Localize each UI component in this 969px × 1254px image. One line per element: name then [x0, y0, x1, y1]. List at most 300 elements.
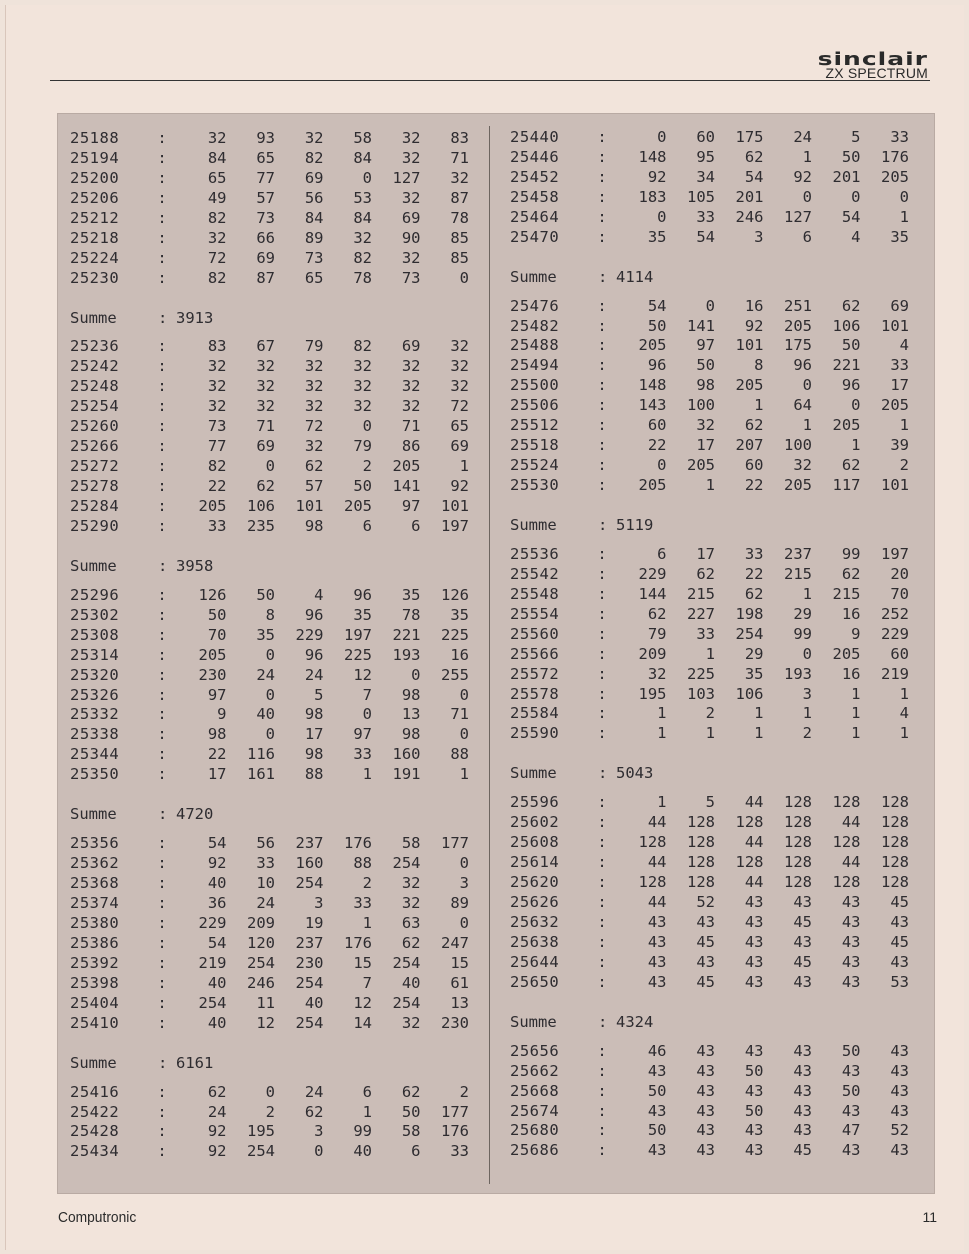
byte-value: 32: [401, 874, 421, 893]
row-separator: :: [157, 248, 167, 267]
byte-value: 56: [304, 188, 324, 207]
byte-value: 63: [401, 913, 421, 932]
byte-value: 5: [705, 793, 715, 812]
row-address: 25404: [70, 993, 120, 1012]
row-separator: :: [157, 953, 167, 972]
byte-value: 43: [793, 1061, 812, 1080]
byte-value: 20: [890, 564, 909, 583]
byte-value: 32: [353, 397, 372, 416]
byte-value: 177: [441, 1102, 469, 1121]
row-address: 25266: [70, 437, 120, 456]
byte-value: 44: [744, 873, 764, 892]
row-address: 25536: [510, 544, 560, 563]
byte-value: 33: [890, 356, 909, 375]
byte-value: 0: [459, 854, 469, 873]
byte-value: 126: [198, 585, 227, 604]
listing-row: [510, 1140, 909, 1160]
byte-value: 65: [207, 168, 227, 187]
listing-row: [510, 147, 909, 167]
byte-value: 1: [802, 147, 812, 166]
listing-row: [510, 127, 909, 147]
byte-value: 82: [207, 457, 227, 476]
byte-value: 254: [198, 993, 227, 1012]
checksum-value: 3913: [176, 308, 214, 327]
byte-value: 2: [899, 456, 909, 475]
byte-value: 40: [304, 993, 324, 1012]
byte-value: 54: [696, 227, 715, 246]
byte-value: 128: [735, 853, 764, 872]
byte-value: 205: [687, 456, 715, 475]
listing-row: [70, 893, 469, 913]
listing-row: [70, 516, 469, 536]
checksum-label: Summe: [70, 308, 117, 327]
byte-value: 89: [450, 894, 469, 913]
byte-value: 44: [841, 813, 861, 832]
byte-value: 237: [295, 933, 324, 952]
row-separator: :: [157, 1142, 167, 1161]
listing-row: [510, 375, 909, 395]
listing-row: [510, 1121, 909, 1141]
byte-value: 71: [450, 705, 469, 724]
byte-value: 33: [696, 624, 715, 643]
checksum-label: Summe: [70, 805, 117, 824]
byte-value: 73: [256, 208, 275, 227]
byte-value: 32: [401, 1013, 421, 1032]
listing-row: [510, 187, 909, 207]
listing-row: [510, 1101, 909, 1121]
listing-row: [70, 724, 469, 744]
listing-row: [70, 1013, 469, 1033]
row-separator: :: [597, 476, 607, 495]
byte-value: 43: [890, 952, 909, 971]
row-address: 25254: [70, 397, 120, 416]
byte-value: 148: [638, 376, 667, 395]
row-separator: :: [157, 625, 167, 644]
byte-value: 88: [450, 745, 469, 764]
byte-value: 43: [841, 972, 861, 991]
listing-row: [70, 685, 469, 705]
byte-value: 100: [784, 436, 812, 455]
byte-value: 89: [304, 228, 324, 247]
byte-value: 43: [647, 1101, 667, 1120]
byte-value: 1: [851, 704, 861, 723]
listing-row: [510, 415, 909, 435]
row-separator: :: [597, 227, 607, 246]
row-address: 25686: [510, 1141, 560, 1160]
byte-value: 33: [353, 745, 372, 764]
byte-value: 141: [392, 477, 421, 496]
byte-value: 11: [256, 993, 275, 1012]
byte-value: 43: [841, 1061, 861, 1080]
row-separator: :: [597, 544, 607, 563]
byte-value: 19: [304, 913, 324, 932]
byte-value: 96: [304, 645, 324, 664]
brand-wordmark: sinclair: [817, 48, 928, 70]
byte-value: 62: [401, 933, 421, 952]
byte-value: 71: [256, 417, 275, 436]
byte-value: 10: [256, 874, 275, 893]
byte-value: 43: [696, 952, 715, 971]
byte-value: 32: [304, 357, 324, 376]
byte-value: 50: [841, 1081, 861, 1100]
row-address: 25500: [510, 376, 560, 395]
byte-value: 105: [687, 187, 715, 206]
row-separator: :: [157, 1082, 167, 1101]
byte-value: 50: [696, 356, 715, 375]
byte-value: 16: [841, 604, 861, 623]
byte-value: 1: [899, 207, 909, 226]
byte-value: 36: [207, 894, 227, 913]
row-separator: :: [597, 207, 607, 226]
byte-value: 43: [744, 972, 764, 991]
row-address: 25524: [510, 456, 560, 475]
byte-value: 45: [890, 893, 909, 912]
byte-value: 237: [784, 544, 812, 563]
byte-value: 50: [647, 316, 667, 335]
byte-value: 32: [450, 337, 469, 356]
byte-value: 43: [890, 1101, 909, 1120]
row-separator: :: [597, 873, 607, 892]
row-address: 25338: [70, 725, 120, 744]
byte-value: 6: [411, 516, 421, 535]
byte-value: 35: [401, 585, 421, 604]
byte-value: 87: [256, 268, 275, 287]
byte-value: 70: [207, 625, 227, 644]
byte-value: 1: [899, 724, 909, 743]
byte-value: 32: [401, 128, 421, 147]
byte-value: 54: [207, 933, 227, 952]
byte-value: 17: [696, 544, 715, 563]
byte-value: 99: [841, 544, 861, 563]
byte-value: 128: [784, 833, 812, 852]
byte-value: 97: [353, 725, 372, 744]
byte-value: 117: [832, 476, 861, 495]
byte-value: 1: [705, 724, 715, 743]
row-separator: :: [157, 913, 167, 932]
byte-value: 83: [207, 337, 227, 356]
byte-value: 92: [647, 167, 667, 186]
byte-value: 71: [401, 417, 421, 436]
listing-row: [510, 227, 909, 247]
byte-value: 40: [353, 1142, 372, 1161]
byte-value: 99: [793, 624, 812, 643]
row-address: 25272: [70, 457, 120, 476]
row-address: 25416: [70, 1082, 120, 1101]
row-separator: :: [597, 416, 607, 435]
byte-value: 8: [265, 605, 275, 624]
listing-row: [70, 645, 469, 665]
row-separator: :: [597, 147, 607, 166]
byte-value: 57: [304, 477, 324, 496]
row-address: 25470: [510, 227, 560, 246]
byte-value: 85: [450, 248, 469, 267]
byte-value: 32: [304, 377, 324, 396]
byte-value: 1: [657, 704, 667, 723]
listing-row: [510, 792, 909, 812]
byte-value: 3: [802, 684, 812, 703]
row-separator: :: [157, 268, 167, 287]
byte-value: 17: [890, 376, 909, 395]
byte-value: 33: [744, 544, 764, 563]
byte-value: 205: [881, 396, 909, 415]
row-address: 25476: [510, 296, 560, 315]
row-separator: :: [157, 377, 167, 396]
byte-value: 84: [304, 208, 324, 227]
byte-value: 40: [207, 874, 227, 893]
byte-value: 32: [207, 377, 227, 396]
byte-value: 24: [304, 1082, 324, 1101]
row-address: 25194: [70, 148, 120, 167]
listing-row: [510, 932, 909, 952]
checksum-label: Summe: [70, 556, 117, 575]
listing-row: [510, 296, 909, 316]
byte-value: 3: [314, 1122, 324, 1141]
byte-value: 64: [793, 396, 812, 415]
row-separator: :: [157, 168, 167, 187]
byte-value: 128: [881, 833, 909, 852]
row-separator: :: [157, 725, 167, 744]
byte-value: 62: [647, 604, 667, 623]
byte-value: 50: [401, 1102, 421, 1121]
byte-value: 128: [832, 833, 861, 852]
row-separator: :: [597, 972, 607, 991]
listing-column-left: [70, 128, 469, 1161]
byte-value: 33: [450, 1142, 469, 1161]
row-address: 25548: [510, 584, 560, 603]
checksum-row: [510, 1012, 909, 1032]
row-address: 25320: [70, 665, 120, 684]
checksum-value: 4720: [176, 805, 214, 824]
byte-value: 219: [881, 664, 909, 683]
byte-value: 43: [841, 1101, 861, 1120]
byte-value: 237: [295, 834, 324, 853]
byte-value: 4: [899, 704, 909, 723]
row-address: 25506: [510, 396, 560, 415]
byte-value: 62: [207, 1082, 227, 1101]
byte-value: 1: [657, 724, 667, 743]
byte-value: 235: [247, 516, 275, 535]
listing-row: [510, 435, 909, 455]
byte-value: 16: [841, 664, 861, 683]
byte-value: 2: [265, 1102, 275, 1121]
byte-value: 43: [890, 1061, 909, 1080]
byte-value: 197: [344, 625, 372, 644]
byte-value: 6: [802, 227, 812, 246]
checksum-value: 5119: [616, 516, 654, 534]
byte-value: 126: [441, 585, 469, 604]
byte-value: 97: [696, 336, 715, 355]
byte-value: 230: [441, 1013, 469, 1032]
byte-value: 252: [881, 604, 909, 623]
byte-value: 82: [353, 337, 372, 356]
publication-name: Computronic: [58, 1209, 137, 1226]
byte-value: 50: [353, 477, 372, 496]
listing-row: [70, 705, 469, 725]
byte-value: 209: [638, 644, 667, 663]
checksum-separator: :: [598, 764, 608, 783]
row-address: 25512: [510, 416, 560, 435]
row-separator: :: [157, 357, 167, 376]
data-block: [510, 792, 909, 1031]
byte-value: 205: [832, 644, 861, 663]
byte-value: 32: [793, 456, 812, 475]
byte-value: 195: [247, 1122, 275, 1141]
byte-value: 54: [647, 296, 667, 315]
row-address: 25278: [70, 477, 120, 496]
byte-value: 0: [459, 685, 469, 704]
listing-row: [70, 396, 469, 416]
byte-value: 0: [802, 187, 812, 206]
byte-value: 230: [198, 665, 227, 684]
byte-value: 193: [784, 664, 812, 683]
product-name: ZX SPECTRUM: [825, 65, 928, 81]
row-separator: :: [157, 337, 167, 356]
byte-value: 69: [890, 296, 909, 315]
byte-value: 99: [353, 1122, 372, 1141]
row-address: 25632: [510, 912, 560, 931]
row-separator: :: [597, 564, 607, 583]
byte-value: 73: [207, 417, 227, 436]
byte-value: 17: [696, 436, 715, 455]
byte-value: 254: [295, 973, 324, 992]
row-separator: :: [597, 584, 607, 603]
byte-value: 32: [207, 228, 227, 247]
byte-value: 96: [353, 585, 372, 604]
byte-value: 2: [802, 724, 812, 743]
byte-value: 13: [450, 993, 469, 1012]
byte-value: 32: [696, 416, 715, 435]
byte-value: 24: [207, 1102, 227, 1121]
byte-value: 128: [638, 873, 667, 892]
byte-value: 106: [247, 496, 275, 515]
row-separator: :: [157, 1102, 167, 1121]
listing-row: [70, 456, 469, 476]
byte-value: 60: [890, 644, 909, 663]
byte-value: 230: [295, 953, 324, 972]
byte-value: 2: [459, 1082, 469, 1101]
byte-value: 24: [793, 127, 812, 146]
byte-value: 69: [256, 437, 275, 456]
byte-value: 6: [362, 1082, 372, 1101]
byte-value: 8: [754, 356, 764, 375]
row-separator: :: [597, 833, 607, 852]
byte-value: 12: [353, 993, 372, 1012]
listing-row: [510, 852, 909, 872]
byte-value: 97: [401, 496, 421, 515]
byte-value: 98: [304, 745, 324, 764]
row-address: 25482: [510, 316, 560, 335]
byte-value: 62: [841, 564, 861, 583]
byte-value: 50: [744, 1101, 764, 1120]
checksum-row: [70, 1053, 469, 1073]
row-separator: :: [157, 973, 167, 992]
byte-value: 43: [841, 912, 861, 931]
byte-value: 72: [207, 248, 227, 267]
byte-value: 29: [744, 644, 764, 663]
byte-value: 101: [295, 496, 324, 515]
byte-value: 15: [353, 953, 372, 972]
byte-value: 22: [647, 436, 667, 455]
byte-value: 33: [207, 516, 227, 535]
byte-value: 35: [353, 605, 372, 624]
listing-row: [70, 953, 469, 973]
byte-value: 225: [687, 664, 715, 683]
listing-row: [510, 395, 909, 415]
byte-value: 40: [207, 973, 227, 992]
row-separator: :: [597, 336, 607, 355]
byte-value: 197: [881, 544, 909, 563]
byte-value: 22: [744, 476, 764, 495]
byte-value: 62: [401, 1082, 421, 1101]
row-address: 25284: [70, 496, 120, 515]
row-separator: :: [597, 1121, 607, 1140]
row-address: 25428: [70, 1122, 120, 1141]
byte-value: 1: [459, 765, 469, 784]
byte-value: 73: [401, 268, 421, 287]
listing-row: [510, 832, 909, 852]
row-separator: :: [157, 705, 167, 724]
byte-value: 50: [256, 585, 275, 604]
byte-value: 43: [696, 1101, 715, 1120]
byte-value: 12: [256, 1013, 275, 1032]
byte-value: 221: [832, 356, 861, 375]
byte-value: 128: [881, 813, 909, 832]
byte-value: 32: [353, 377, 372, 396]
byte-value: 225: [441, 625, 469, 644]
row-separator: :: [597, 893, 607, 912]
listing-row: [70, 1102, 469, 1122]
row-address: 25350: [70, 765, 120, 784]
listing-row: [510, 972, 909, 992]
data-block: [510, 296, 909, 535]
checksum-separator: :: [158, 556, 168, 575]
byte-value: 0: [314, 1142, 324, 1161]
listing-row: [510, 207, 909, 227]
byte-value: 84: [353, 208, 372, 227]
byte-value: 101: [441, 496, 469, 515]
byte-value: 69: [401, 337, 421, 356]
byte-value: 254: [295, 874, 324, 893]
listing-row: [510, 455, 909, 475]
row-address: 25518: [510, 436, 560, 455]
row-address: 25620: [510, 873, 560, 892]
byte-value: 16: [744, 296, 764, 315]
byte-value: 54: [841, 207, 861, 226]
listing-row: [510, 892, 909, 912]
byte-value: 16: [450, 645, 469, 664]
byte-value: 205: [881, 167, 909, 186]
byte-value: 50: [744, 1061, 764, 1080]
row-address: 25440: [510, 127, 560, 146]
byte-value: 22: [207, 745, 227, 764]
byte-value: 43: [696, 1121, 715, 1140]
byte-value: 43: [647, 972, 667, 991]
byte-value: 215: [832, 584, 861, 603]
row-address: 25434: [70, 1142, 120, 1161]
row-separator: :: [597, 1041, 607, 1060]
byte-value: 0: [851, 187, 861, 206]
byte-value: 101: [881, 476, 909, 495]
byte-value: 0: [265, 1082, 275, 1101]
byte-value: 225: [344, 645, 372, 664]
listing-row: [70, 744, 469, 764]
row-separator: :: [597, 724, 607, 743]
byte-value: 128: [881, 873, 909, 892]
byte-value: 62: [696, 564, 715, 583]
byte-value: 43: [793, 1121, 812, 1140]
byte-value: 3: [754, 227, 764, 246]
byte-value: 1: [851, 436, 861, 455]
